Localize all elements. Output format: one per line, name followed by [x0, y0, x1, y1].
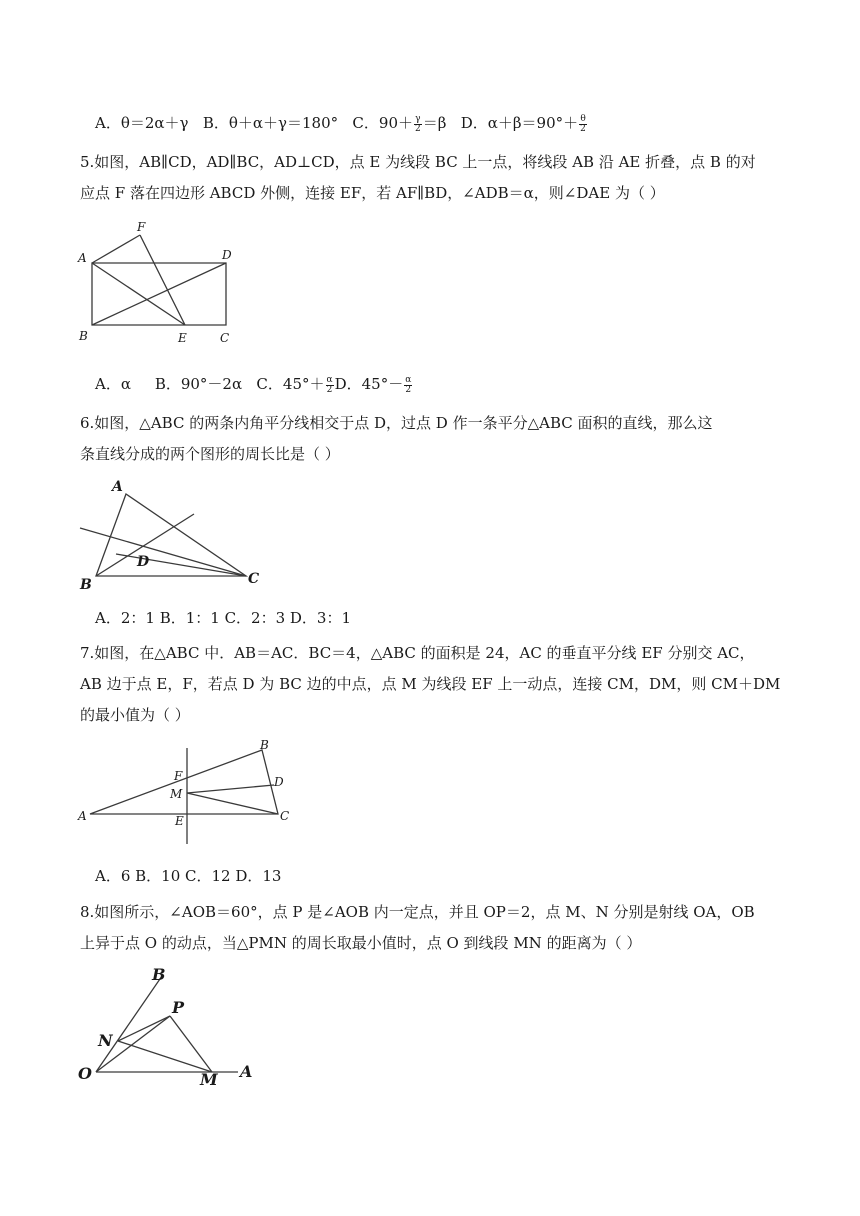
q5-label-a: A [78, 251, 87, 265]
q7-label-a: A [78, 809, 87, 823]
q5-option-b: B．90°－2α [154, 375, 243, 393]
q8-label-b: B [152, 965, 166, 984]
q7-label-e: E [175, 814, 184, 828]
q8-text-line1: 8.如图所示，∠AOB＝60°，点 P 是∠AOB 内一定点，并且 OP＝2，点 M、N 分别是射线 OA，OB [80, 903, 755, 921]
q7-label-c: C [280, 809, 290, 823]
q6-label-d: D [137, 554, 150, 570]
q7-triangle-abc [90, 750, 278, 814]
q5-option-c: C．45°＋ $\frac{\alpha}{2}$ [256, 374, 333, 395]
q4-option-d: D．α＋β＝90°＋ $\frac{\theta}{2}$ [460, 113, 586, 134]
q5-label-c: C [220, 331, 230, 345]
q6-text-line1: 6.如图，△ABC 的两条内角平分线相交于点 D，过点 D 作一条平分△ABC 面积的直线，那么这 [80, 414, 713, 432]
q5-figure [74, 218, 244, 348]
q5-segment-ae [92, 263, 185, 325]
q5-options [95, 374, 413, 395]
q4-option-b: B．θ＋α＋γ＝180° [202, 114, 339, 132]
q8-segment-pm [170, 1016, 212, 1072]
q7-label-b: B [260, 738, 269, 752]
q6-label-a: A [112, 479, 123, 495]
q7-text-line2: AB 边于点 E，F，若点 D 为 BC 边的中点，点 M 为线段 EF 上一动点，连接 CM，DM，则 CM＋DM [80, 675, 781, 693]
q5-text-line1: 5.如图，AB∥CD，AD∥BC，AD⊥CD，点 E 为线段 BC 上一点，将线段 AB 沿 AE 折叠，点 B 的对 [80, 153, 756, 171]
q8-label-a: A [240, 1062, 253, 1081]
q8-text-line2: 上异于点 O 的动点，当△PMN 的周长取最小值时，点 O 到线段 MN 的距离为（ ） [80, 934, 642, 952]
q7-text-line3: 的最小值为（ ） [80, 706, 190, 724]
q6-label-c: C [248, 571, 260, 587]
q4-option-a: A．θ＝2α＋γ [95, 114, 189, 132]
q6-figure [76, 476, 276, 596]
q8-label-p: P [172, 998, 185, 1017]
q6-text-line2: 条直线分成的两个图形的周长比是（ ） [80, 445, 340, 463]
q5-label-e: E [178, 331, 187, 345]
q8-figure [76, 966, 266, 1091]
q7-segment-md [187, 785, 274, 793]
q7-label-d: D [274, 775, 284, 789]
q5-label-f: F [137, 220, 146, 234]
q8-label-n: N [98, 1031, 113, 1050]
q7-segment-mc [187, 793, 278, 814]
q5-text-line2: 应点 F 落在四边形 ABCD 外侧，连接 EF，若 AF∥BD，∠ADB＝α，则∠DAE 为（ ） [80, 184, 665, 202]
q7-text-line1: 7.如图，在△ABC 中．AB＝AC．BC＝4，△ABC 的面积是 24，AC 的垂直平分线 EF 分别交 AC， [80, 644, 755, 662]
q7-label-f: F [174, 769, 183, 783]
q8-label-o: O [78, 1064, 92, 1083]
q7-label-m: M [170, 787, 183, 801]
q4-options [95, 113, 588, 134]
q6-label-b: B [80, 577, 92, 593]
q5-label-d: D [222, 248, 232, 262]
q5-label-b: B [79, 329, 88, 343]
q5-option-d: D．45°－ $\frac{\alpha}{2}$ [334, 374, 412, 395]
q7-figure [76, 738, 301, 853]
q5-segment-af [92, 235, 140, 263]
q5-segment-fe [140, 235, 185, 325]
q5-option-a: A．α [95, 375, 131, 393]
q4-option-c: C．90＋ $\frac{\gamma}{2}$ ＝β [352, 113, 447, 134]
q8-segment-nm [118, 1041, 212, 1072]
q6-options: A．2：1 B．1：1 C．2：3 D．3：1 [95, 609, 352, 627]
q8-label-m: M [200, 1070, 218, 1089]
q7-options: A．6 B．10 C．12 D．13 [95, 867, 282, 885]
